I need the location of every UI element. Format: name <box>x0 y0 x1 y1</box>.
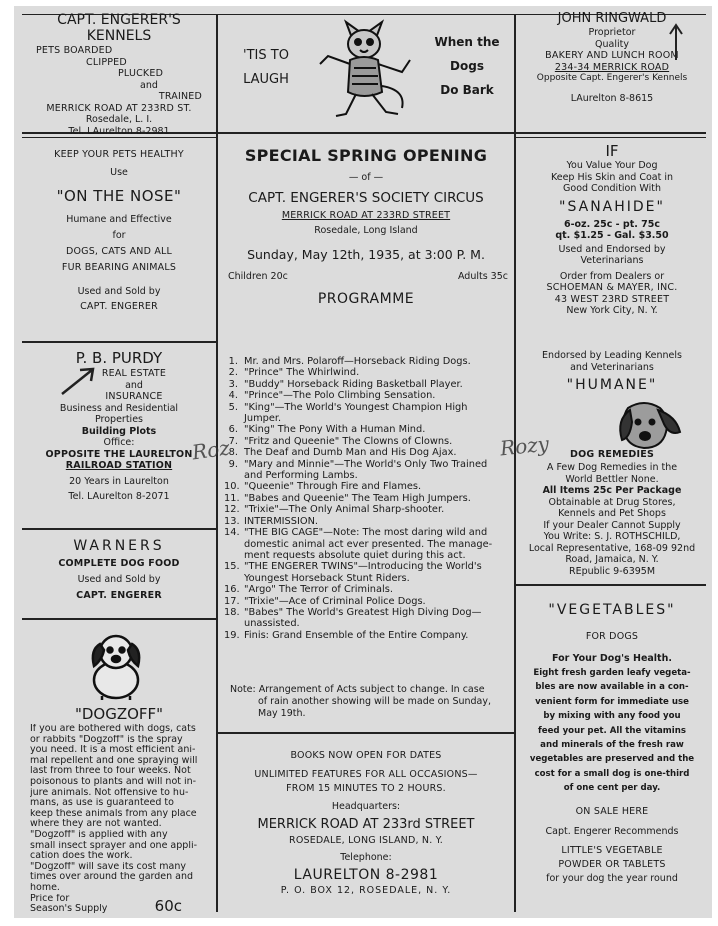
vegetables-line: cost for a small dog is one-third <box>534 768 690 779</box>
ringwald-name: JOHN RINGWALD <box>557 11 667 26</box>
vegetables-line: FOR DOGS <box>585 631 639 642</box>
unlimited-line: UNLIMITED FEATURES FOR ALL OCCASIONS— <box>254 769 478 780</box>
programme-item <box>224 436 512 447</box>
programme-item-text: "Babes" The World's Greatest High Diving Dog— <box>244 606 482 618</box>
dogzoff-line: small insect sprayer and one appli- <box>30 840 198 851</box>
dogzoff-price-label: Season's Supply <box>30 904 108 915</box>
nose-line: Use <box>110 167 128 178</box>
humane-line: World Bettler None. <box>565 473 659 485</box>
programme-heading: PROGRAMME <box>317 291 415 307</box>
warners-title: WARNERS <box>73 538 165 554</box>
pen-arrow-icon <box>666 22 686 62</box>
circus-name: CAPT. ENGERER'S SOCIETY CIRCUS <box>248 190 484 206</box>
programme-item-text: INTERMISSION. <box>244 515 319 527</box>
warners-ad <box>22 536 216 604</box>
programme-item <box>224 596 512 607</box>
vegetables-line: Capt. Engerer Recommends <box>545 825 679 837</box>
programme-item-number: 19. <box>224 629 240 641</box>
circus-announcement <box>220 144 512 310</box>
programme-item <box>224 527 512 561</box>
purdy-line: 20 Years in Laurelton <box>69 475 169 487</box>
vegetables-line: vegetables are preserved and the <box>529 754 695 765</box>
programme-item-number: 10. <box>224 481 240 493</box>
kennels-phone: Tel. LAurelton 8-2981 <box>68 125 170 137</box>
nose-title: "ON THE NOSE" <box>56 187 182 205</box>
nose-line: DOGS, CATS AND ALL <box>65 246 173 257</box>
programme-item-text: Mr. and Mrs. Polaroff—Horseback Riding Dogs. <box>244 356 471 367</box>
bark-line: When the <box>434 35 500 49</box>
ringwald-line: 234-34 MERRICK ROAD <box>554 61 670 73</box>
programme-item <box>224 459 512 482</box>
kennels-line: CLIPPED <box>86 56 127 68</box>
purdy-line: OPPOSITE THE LAURELTON <box>45 448 193 460</box>
rule <box>218 732 514 734</box>
sanahide-line: Good Condition With <box>563 183 661 194</box>
kennels-title: KENNELS <box>86 28 152 44</box>
main-of: — of — <box>348 172 384 183</box>
dancing-cat-icon <box>306 16 428 124</box>
bark-line: Do Bark <box>440 83 494 97</box>
programme-item-text: "Babes and Queenie" The Team High Jumpers. <box>244 492 471 504</box>
po-box: P. O. BOX 12, ROSEDALE, N. Y. <box>280 885 452 896</box>
dog-head-icon <box>614 398 688 452</box>
rule <box>22 528 216 530</box>
programme-item <box>224 504 512 515</box>
programme-item-continuation: ment requests absolute quiet during this act. <box>244 549 466 561</box>
programme-item-number: 4. <box>228 390 238 402</box>
programme-item-number: 5. <box>228 401 238 413</box>
purdy-line: Business and Residential <box>59 402 179 414</box>
programme-item-number: 6. <box>228 424 238 436</box>
sanahide-line: Veterinarians <box>580 255 644 266</box>
circus-date: Sunday, May 12th, 1935, at 3:00 P. M. <box>247 247 485 262</box>
humane-line: REpublic 9-6395M <box>568 565 656 577</box>
rule <box>22 618 216 620</box>
programme-item-number: 7. <box>228 435 238 447</box>
sanahide-line: Used and Endorsed by <box>558 243 666 255</box>
nose-line: KEEP YOUR PETS HEALTHY <box>54 149 184 160</box>
dogzoff-line: times over around the garden and <box>30 872 194 883</box>
vegetables-ad <box>518 600 706 886</box>
kennels-line: TRAINED <box>158 91 202 102</box>
programme-item-text: "Prince" The Whirlwind. <box>244 367 360 379</box>
vegetables-sale: ON SALE HERE <box>575 805 649 817</box>
purdy-line: INSURANCE <box>105 391 163 402</box>
programme-item-text: The Deaf and Dumb Man and His Dog Ajax. <box>244 447 457 459</box>
programme-item-number: 14. <box>224 527 240 539</box>
programme-item-continuation: unassisted. <box>244 618 300 630</box>
programme-item-continuation: domestic animal act ever presented. The manage- <box>244 538 493 550</box>
sanahide-line: Order from Dealers or <box>559 270 665 282</box>
vegetables-product: POWDER OR TABLETS <box>558 858 666 870</box>
programme-item <box>224 367 512 378</box>
kennels-line: PLUCKED <box>118 68 164 79</box>
purdy-ad <box>22 348 216 503</box>
unlimited-line: FROM 15 MINUTES TO 2 HOURS. <box>286 783 446 794</box>
programme-item-number: 1. <box>228 356 238 367</box>
vegetables-line: bles are now available in a con- <box>535 682 689 693</box>
warners-line: Used and Sold by <box>77 574 161 585</box>
nose-ad <box>22 148 216 314</box>
vegetables-line: for your dog the year round <box>546 872 678 884</box>
programme-item <box>224 630 512 641</box>
vegetables-body <box>518 666 706 796</box>
dogzoff-line: keep these animals from any place <box>30 808 197 819</box>
sanahide-line: You Value Your Dog <box>566 160 658 171</box>
sanahide-line: New York City, N. Y. <box>566 305 658 316</box>
humane-line: If your Dealer Cannot Supply <box>543 519 681 531</box>
programme-item-text: "Trixie"—Ace of Criminal Police Dogs. <box>244 595 426 607</box>
pen-arrow-icon <box>58 366 98 396</box>
dogzoff-line: "Dogzoff" is applied with any <box>30 829 168 840</box>
programme-item-continuation: and Performing Lambs. <box>244 470 358 482</box>
ringwald-line: BAKERY AND LUNCH ROOM <box>545 50 679 61</box>
vegetables-title: "VEGETABLES" <box>548 602 676 618</box>
programme-item <box>224 356 512 367</box>
vegetables-line: venient form for immediate use <box>535 696 689 707</box>
hq-label: Headquarters: <box>331 801 401 812</box>
main-title: SPECIAL SPRING OPENING <box>244 146 488 165</box>
programme-item-continuation: Youngest Horseback Stunt Riders. <box>244 572 410 584</box>
programme-item-number: 18. <box>224 606 240 618</box>
programme-item <box>224 481 512 492</box>
dogs-bark-text <box>424 30 510 102</box>
books-line: BOOKS NOW OPEN FOR DATES <box>290 750 442 761</box>
rule <box>516 137 706 138</box>
flyer-page <box>14 6 712 918</box>
purdy-line: Properties <box>94 414 143 425</box>
admission-prices <box>220 266 512 284</box>
laugh-line: LAUGH <box>243 72 289 87</box>
sanahide-line: SCHOEMAN & MAYER, INC. <box>546 282 678 293</box>
programme-item-text: "King" The Pony With a Human Mind. <box>244 424 426 436</box>
nose-line: FUR BEARING ANIMALS <box>61 262 177 273</box>
humane-line: Kennels and Pet Shops <box>558 508 666 519</box>
purdy-line: Building Plots <box>81 425 157 437</box>
vegetables-line: and minerals of the fresh raw <box>540 740 684 751</box>
children-price: Children 20c <box>228 271 288 282</box>
ringwald-line: Opposite Capt. Engerer's Kennels <box>536 73 688 83</box>
right-column-rule <box>514 14 516 912</box>
vegetables-line: feed your pet. All the vitamins <box>538 725 686 736</box>
programme-item <box>224 584 512 595</box>
sanahide-price: qt. $1.25 - Gal. $3.50 <box>555 230 669 241</box>
dogzoff-line: last from three to four weeks. Not <box>30 766 191 777</box>
humane-heading: DOG REMEDIES <box>570 449 654 460</box>
bookings-ad <box>220 748 512 898</box>
dogzoff-line: mal repellent and one spraying will <box>30 755 198 766</box>
vegetables-line: of one cent per day. <box>563 783 661 794</box>
dogzoff-line: poisonous to plants and will not in- <box>30 776 197 787</box>
sanahide-line: Keep His Skin and Coat in <box>550 171 674 183</box>
programme-item-number: 9. <box>228 458 238 470</box>
dogzoff-line: home. <box>30 882 60 893</box>
programme-item <box>224 447 512 458</box>
humane-line: You Write: S. J. ROTHSCHILD, <box>543 531 681 542</box>
vegetables-line: by mixing with any food you <box>543 711 681 722</box>
programme-item-text: "THE BIG CAGE"—Note: The most daring wild and <box>244 527 488 539</box>
dogzoff-line: cation does the work. <box>30 851 133 862</box>
laugh-line: 'TIS TO <box>243 48 289 63</box>
programme-item-text: "Trixie"—The Only Animal Sharp-shooter. <box>244 504 445 516</box>
dogzoff-line: or rabbits "Dogzoff" is the spray <box>30 734 183 745</box>
programme-list <box>224 356 512 641</box>
programme-item-number: 12. <box>224 504 240 516</box>
kennels-title: CAPT. ENGERER'S <box>57 12 181 28</box>
rule <box>218 132 514 134</box>
purdy-name: P. B. PURDY <box>75 349 163 367</box>
circus-city: Rosedale, Long Island <box>314 225 418 236</box>
programme-item-number: 17. <box>224 595 240 607</box>
programme-item-text: "Mary and Minnie"—The World's Only Two Trained <box>244 458 488 470</box>
humane-line: Local Representative, 168-09 92nd <box>528 542 696 554</box>
hq-address: MERRICK ROAD AT 233rd STREET <box>257 817 475 832</box>
dogzoff-line: where they are not wanted. <box>30 819 162 830</box>
programme-item-number: 11. <box>224 492 240 504</box>
purdy-line: Office: <box>103 437 135 448</box>
nose-line: Humane and Effective <box>66 214 172 225</box>
puppy-icon <box>78 628 154 702</box>
sanahide-ad <box>518 142 706 317</box>
humane-line: Obtainable at Drug Stores, <box>548 496 676 508</box>
vegetables-product: LITTLE'S VEGETABLE <box>561 844 663 856</box>
rule <box>22 137 216 138</box>
humane-line: A Few Dog Remedies in the <box>546 462 678 473</box>
programme-item-number: 3. <box>228 378 238 390</box>
programme-item <box>224 379 512 390</box>
programme-item-text: Finis: Grand Ensemble of the Entire Company. <box>244 629 469 641</box>
adults-price: Adults 35c <box>457 271 508 282</box>
programme-item-number: 15. <box>224 561 240 573</box>
programme-item <box>224 493 512 504</box>
sanahide-price: 6-oz. 25c - pt. 75c <box>563 218 661 230</box>
bark-line: Dogs <box>450 59 484 73</box>
rule <box>22 341 216 343</box>
note-line: of rain another showing will be made on Sunday, <box>258 696 492 707</box>
programme-item-number: 13. <box>224 515 240 527</box>
nose-line: for <box>112 230 126 241</box>
dogzoff-line: you need. It is a most efficient ani- <box>30 745 196 756</box>
programme-item <box>224 390 512 401</box>
note-line: May 19th. <box>258 708 306 719</box>
ringwald-line: Quality <box>595 38 629 50</box>
humane-ad <box>518 350 706 397</box>
programme-item <box>224 607 512 630</box>
programme-item-number: 8. <box>228 447 238 459</box>
programme-note <box>230 684 508 720</box>
programme-item-text: "THE ENGERER TWINS"—Introducing the World's <box>244 561 482 573</box>
circus-address: MERRICK ROAD AT 233RD STREET <box>281 210 451 221</box>
kennels-line: PETS BOARDED <box>36 45 113 56</box>
rule <box>516 132 706 134</box>
sanahide-line: 43 WEST 23RD STREET <box>554 293 670 305</box>
hq-city: ROSEDALE, LONG ISLAND, N. Y. <box>289 835 443 846</box>
humane-line: All Items 25c Per Package <box>542 485 682 496</box>
dogzoff-ad <box>22 704 216 915</box>
dogzoff-title: "DOGZOFF" <box>74 705 164 723</box>
rule <box>516 584 706 586</box>
programme-item-text: "Fritz and Queenie" The Clowns of Clowns. <box>244 435 453 447</box>
programme-item <box>224 561 512 584</box>
humane-title: "HUMANE" <box>566 377 658 393</box>
sanahide-if: IF <box>605 142 619 160</box>
programme-item-text: "Buddy" Horseback Riding Basketball Player. <box>244 378 463 390</box>
left-column-rule <box>216 14 218 912</box>
dogzoff-line: "Dogzoff" will save its cost many <box>30 861 187 872</box>
programme-item-text: "Queenie" Through Fire and Flames. <box>244 481 422 493</box>
kennels-address: MERRICK ROAD AT 233RD ST. <box>46 102 192 114</box>
tel-label: Telephone: <box>340 852 392 863</box>
programme-item <box>224 424 512 435</box>
laugh-text <box>228 44 304 92</box>
dogzoff-body <box>22 724 216 915</box>
humane-line: Road, Jamaica, N. Y. <box>565 554 659 565</box>
purdy-line: REAL ESTATE <box>101 368 167 379</box>
humane-remedies <box>518 448 706 577</box>
nose-line: Used and Sold by <box>77 286 161 297</box>
handwritten-note: Roz <box>190 435 232 465</box>
hq-phone: LAURELTON 8-2981 <box>293 867 439 883</box>
programme-item-number: 2. <box>228 367 238 379</box>
dogzoff-price: 60c <box>154 896 182 915</box>
dogzoff-line: If you are bothered with dogs, cats <box>30 724 196 734</box>
warners-line: CAPT. ENGERER <box>76 590 162 601</box>
vegetables-line: Eight fresh garden leafy vegeta- <box>533 668 691 678</box>
ringwald-line: Proprietor <box>588 27 636 38</box>
programme-item-continuation: Jumper. <box>244 413 282 425</box>
programme-item-number: 16. <box>224 584 240 596</box>
programme-item-text: "Argo" The Terror of Criminals. <box>244 584 393 596</box>
purdy-phone: Tel. LAurelton 8-2071 <box>68 491 170 502</box>
kennels-city: Rosedale, L. I. <box>85 114 153 125</box>
programme-item <box>224 516 512 527</box>
kennels-ad <box>22 12 216 137</box>
purdy-line: and <box>125 379 143 391</box>
warners-line: COMPLETE DOG FOOD <box>58 558 180 569</box>
programme-item <box>224 402 512 425</box>
dogzoff-line: mans, as use is guaranteed to <box>30 798 174 809</box>
dogzoff-line: jure animals. Not offensive to hu- <box>30 787 189 798</box>
programme-item-text: "King"—The World's Youngest Champion High <box>244 401 468 413</box>
humane-line: and Veterinarians <box>570 361 654 373</box>
note-line: Note: Arrangement of Acts subject to change. In case <box>230 684 485 695</box>
humane-line: Endorsed by Leading Kennels <box>542 350 682 361</box>
dogzoff-price-label: Price for <box>30 893 70 904</box>
ringwald-phone: LAurelton 8-8615 <box>570 92 654 104</box>
kennels-line: and <box>140 79 158 91</box>
vegetables-line: For Your Dog's Health. <box>552 653 672 664</box>
purdy-line: RAILROAD STATION <box>65 460 173 471</box>
nose-line: CAPT. ENGERER <box>80 301 158 312</box>
programme-item-text: "Prince"—The Polo Climbing Sensation. <box>244 390 436 402</box>
handwritten-note: Rozy <box>498 431 551 461</box>
sanahide-title: "SANAHIDE" <box>559 198 665 215</box>
